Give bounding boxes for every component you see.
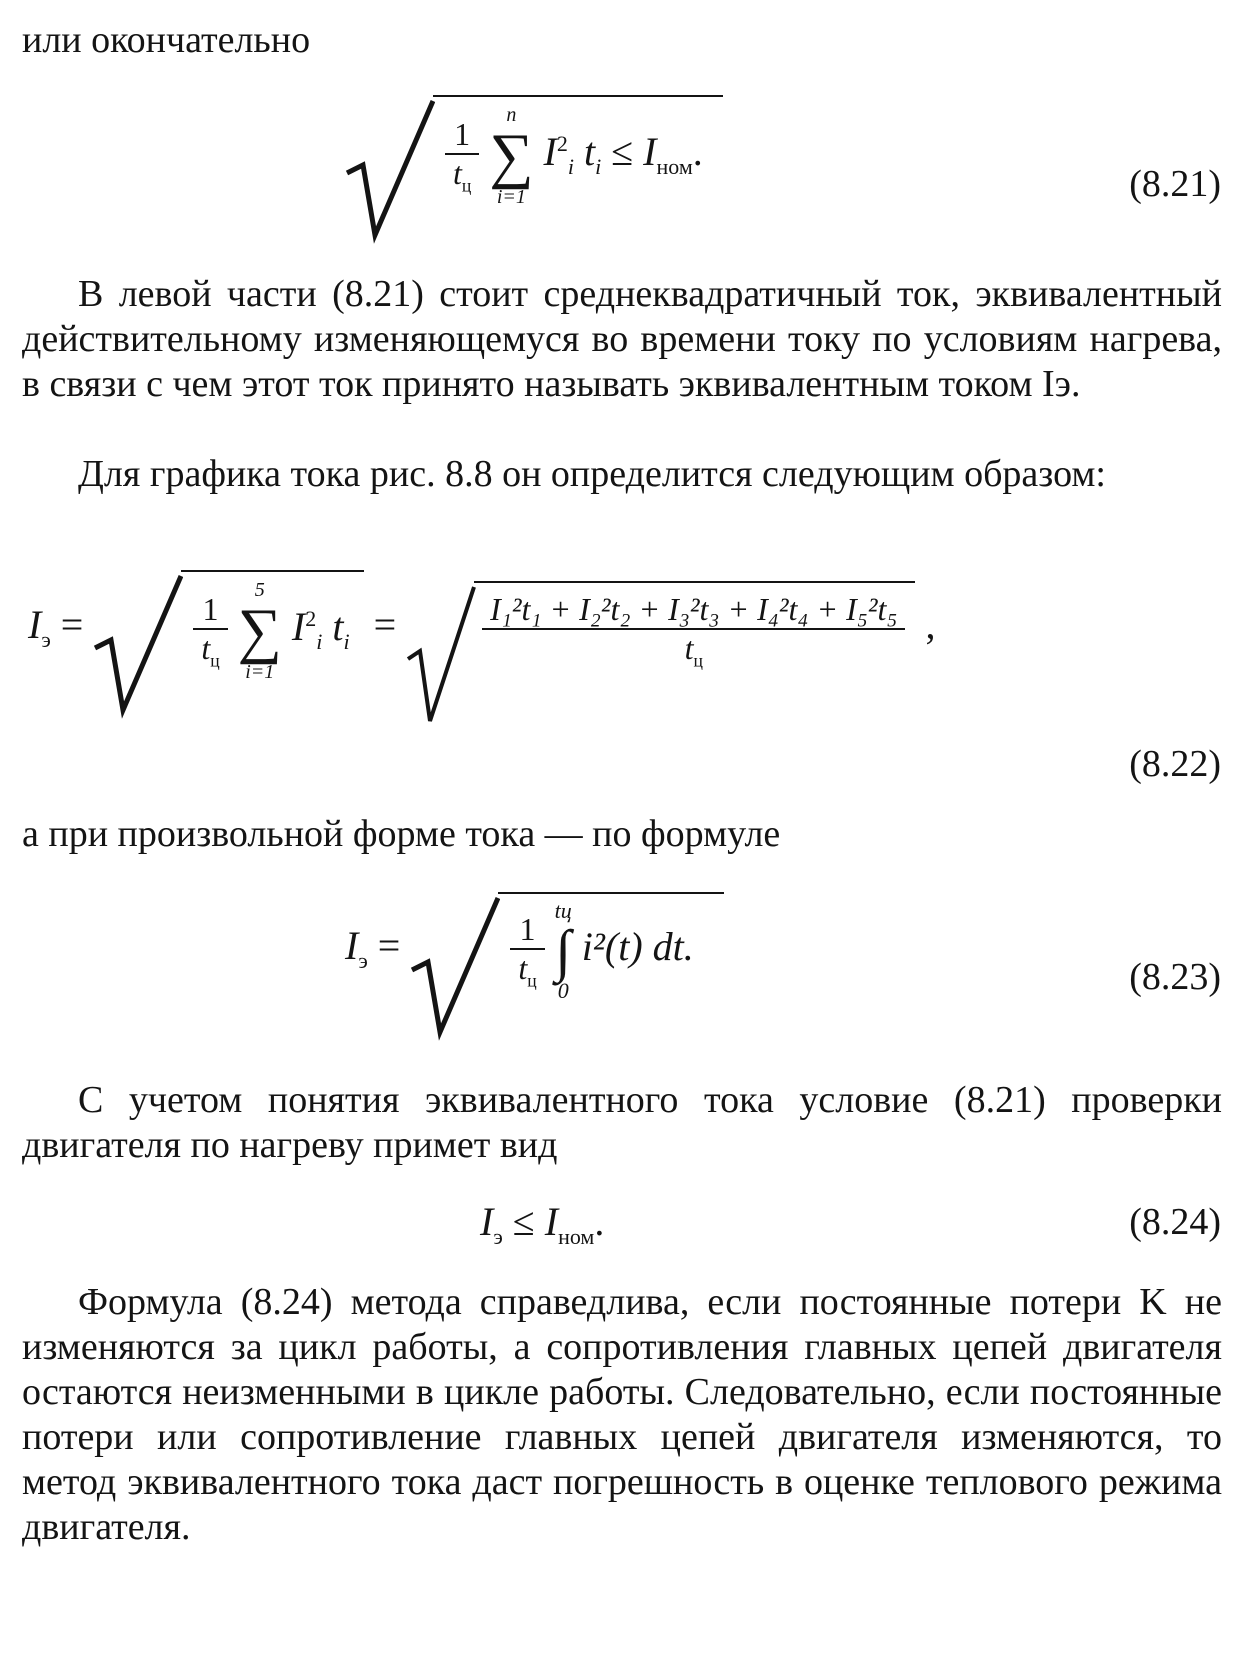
t-i-subscript: i: [595, 154, 602, 180]
paragraph-3: а при произвольной форме тока — по формуле: [22, 813, 781, 855]
sum-lower-limit: i=1: [496, 186, 526, 208]
sqrt-8-23: [410, 892, 723, 1008]
lhs-current-4: I: [480, 1199, 494, 1244]
leq-sign: ≤: [611, 129, 634, 175]
sqrt-left: $\frac{1}{t_ц}$ 5 ∑ i=1 $I^2_i$ $t_i$: [93, 570, 363, 688]
t-subscript-2: ц: [210, 650, 220, 671]
eq-end-dot-4: .: [594, 1199, 605, 1244]
equation-number-8-22: (8.22): [1129, 743, 1221, 785]
current-symbol: I: [543, 129, 557, 175]
lhs-current: I: [28, 602, 42, 648]
equation-8-23: [345, 892, 724, 1008]
equation-8-24: [480, 1198, 604, 1250]
paragraph-1: В левой части (8.21) стоит среднеквадратичный ток, эквивалентный действительному изменяющемуся во времени току по условиям нагрева, в связи с чем этот ток принято называть эквивалентным током Iэ.: [22, 273, 1222, 405]
paragraph-4: С учетом понятия эквивалентного тока условие (8.21) проверки двигателя по нагреву примет вид: [22, 1079, 1222, 1166]
eq-end-comma: ,: [925, 602, 936, 648]
equation-number-8-23: (8.23): [1129, 956, 1221, 998]
integral: [555, 900, 572, 1002]
sqrt-8-21: [345, 95, 723, 213]
sigma-sign: ∑: [489, 122, 534, 190]
sum-upper-limit: n: [506, 104, 517, 126]
fraction-1-over-t-3: $\frac{1}{t_ц}$: [510, 911, 544, 991]
equals-sign-1: =: [60, 602, 84, 648]
t-subscript: ц: [461, 175, 472, 196]
leq-sign-4: ≤: [512, 1199, 535, 1244]
fraction-1-over-t-2: $\frac{1}{t_ц}$: [193, 591, 227, 671]
sum-upper-limit-2: 5: [254, 579, 265, 601]
eq-end-dot: .: [692, 129, 703, 175]
lhs-subscript-4: э: [493, 1224, 503, 1249]
paragraph-5: Формула (8.24) метода справедлива, если постоянные потери K не изменяются за цикл работы, а сопротивления главных цепей двигателя остаются неизменными в цикле работы. Следовательно, если постоянные потери или сопротивление главных цепей двигателя изменяются, то метод эквивалентного тока даст погрешность в оценке теплового режима двигателя.: [22, 1281, 1222, 1548]
rhs-current: I: [544, 1199, 559, 1244]
radical-sign-left: [93, 570, 183, 720]
numerator-sum: I₁²t₁ + I₂²t₂ + I₃²t₃ + I₄²t₄ + I₅²t₅: [482, 591, 905, 630]
intro-text: или окончательно: [22, 19, 311, 61]
equation-8-21: [345, 95, 723, 213]
equals-sign-3: =: [377, 923, 401, 969]
radical-sign: [345, 95, 435, 245]
summation: [489, 105, 533, 207]
equals-sign-2: =: [373, 602, 397, 648]
summation-2: 5 ∑ i=1: [237, 579, 282, 683]
equation-number-8-21: (8.21): [1129, 163, 1221, 205]
equation-8-22: [28, 570, 935, 688]
sum-lower-limit-2: i=1: [245, 661, 275, 683]
lhs-current-3: I: [345, 923, 359, 969]
radical-sign-3: [410, 892, 500, 1042]
equation-number-8-24: (8.24): [1129, 1201, 1221, 1243]
nom-subscript: ном: [656, 154, 693, 180]
integral-lower-limit: 0: [557, 978, 569, 1003]
radical-sign-right: [406, 581, 476, 731]
paragraph-2: Для графика тока рис. 8.8 он определится следующим образом:: [78, 453, 1106, 495]
lhs-subscript-3: э: [358, 948, 368, 974]
integral-sign: ∫: [555, 918, 572, 983]
lhs-subscript: э: [41, 627, 51, 653]
rated-current-symbol: I: [643, 129, 657, 175]
fraction-1-over-t: [445, 116, 479, 196]
time-symbol: t: [583, 129, 596, 175]
frac-denominator: t: [453, 154, 462, 191]
square-exp: 2: [556, 130, 568, 156]
i-subscript: i: [567, 154, 574, 180]
integral-upper-limit: tц: [554, 898, 572, 923]
integrand: i²(t) dt.: [581, 924, 694, 970]
denominator-t: t: [684, 629, 694, 666]
rhs-subscript: ном: [558, 1224, 595, 1249]
fraction-sum-over-t: $\frac{\text{I₁²t₁ + I₂²t₂ + I₃²t₃ + I₄²t₄ + I₅²t₅}}{t_ц}$: [482, 591, 905, 671]
frac-numerator: 1: [445, 116, 479, 155]
sqrt-right: [406, 581, 915, 677]
